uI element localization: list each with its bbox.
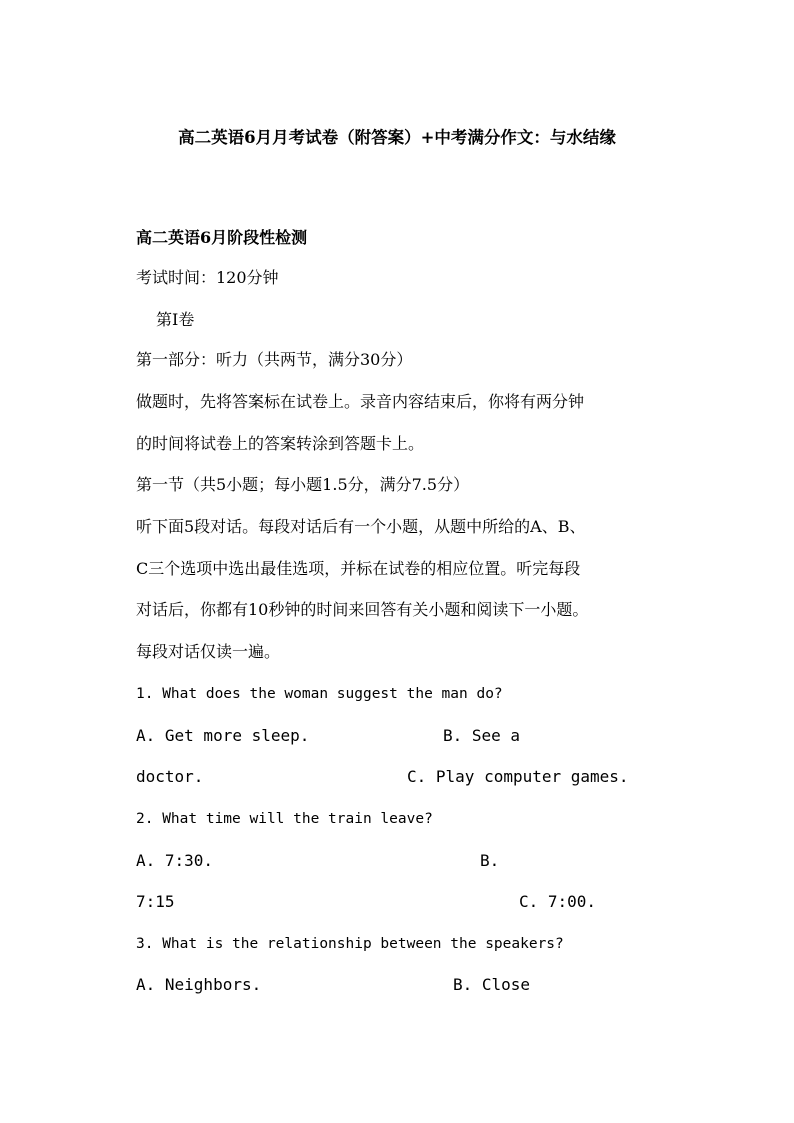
question-2-option-c: C. 7:00. bbox=[519, 892, 597, 911]
question-1-option-a: A. Get more sleep. bbox=[136, 726, 310, 745]
section1-text-line-4: 每段对话仅读一遍。 bbox=[136, 642, 281, 661]
instructions-line-2: 的时间将试卷上的答案转涂到答题卡上。 bbox=[136, 434, 425, 453]
exam-time: 考试时间：120分钟 bbox=[136, 268, 279, 287]
question-2-option-b: B. bbox=[480, 851, 500, 870]
question-2-option-b-cont: 7:15 bbox=[136, 892, 175, 911]
question-2-stem: 2. What time will the train leave? bbox=[136, 811, 433, 827]
question-1-stem: 1. What does the woman suggest the man do? bbox=[136, 686, 503, 702]
question-3-option-a: A. Neighbors. bbox=[136, 975, 262, 994]
question-3-option-b: B. Close bbox=[453, 975, 531, 994]
section1-text-line-2: C三个选项中选出最佳选项，并标在试卷的相应位置。听完每段 bbox=[136, 559, 581, 578]
question-1-option-b-cont: doctor. bbox=[136, 767, 204, 786]
section1-text-line-1: 听下面5段对话。每段对话后有一个小题，从题中所给的A、B、 bbox=[136, 517, 586, 536]
question-2-option-a: A. 7:30. bbox=[136, 851, 214, 870]
volume-label: 第Ⅰ卷 bbox=[156, 310, 195, 329]
part1-heading: 第一部分：听力（共两节，满分30分） bbox=[136, 350, 413, 369]
section1-text-line-3: 对话后，你都有10秒钟的时间来回答有关小题和阅读下一小题。 bbox=[136, 600, 589, 619]
document-title: 高二英语6月月考试卷（附答案）+中考满分作文：与水结缘 bbox=[178, 128, 616, 147]
section-title: 高二英语6月阶段性检测 bbox=[136, 228, 308, 247]
question-1-option-b: B. See a bbox=[443, 726, 521, 745]
section1-heading: 第一节（共5小题；每小题1.5分，满分7.5分） bbox=[136, 475, 470, 494]
question-1-option-c: C. Play computer games. bbox=[407, 767, 629, 786]
question-3-stem: 3. What is the relationship between the speakers? bbox=[136, 936, 564, 952]
instructions-line-1: 做题时，先将答案标在试卷上。录音内容结束后，你将有两分钟 bbox=[136, 392, 585, 411]
